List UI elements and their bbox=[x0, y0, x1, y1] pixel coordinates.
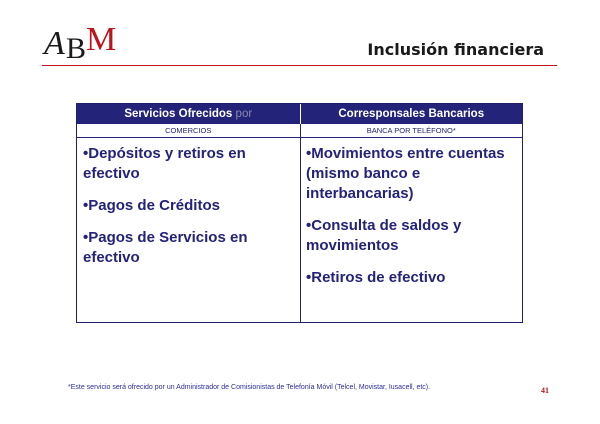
list-item: •Depósitos y retiros en efectivo bbox=[83, 145, 246, 182]
slide-title: Inclusión financiera bbox=[367, 40, 544, 59]
list-item: •Pagos de Créditos bbox=[83, 197, 220, 214]
comercios-services-list bbox=[83, 144, 301, 280]
list-item: •Consulta de saldos y movimientos bbox=[306, 217, 462, 254]
svg-text:M: M bbox=[86, 21, 117, 58]
title-divider bbox=[42, 65, 557, 66]
subheader-banca-telefono: BANCA POR TELÉFONO* bbox=[300, 124, 523, 138]
header-services-offered bbox=[77, 104, 300, 124]
footnote: *Este servicio será ofrecido por un Administrador de Comisionistas de Telefonía Móvil (Telcel, Movistar, Iusacell, etc). bbox=[68, 384, 431, 391]
subheader-comercios: COMERCIOS bbox=[77, 124, 300, 138]
abm-logo bbox=[42, 18, 124, 64]
list-item: •Pagos de Servicios en efectivo bbox=[83, 229, 248, 266]
list-item: •Retiros de efectivo bbox=[306, 269, 446, 286]
header-services-offered-faded: por bbox=[235, 108, 253, 120]
banca-telefono-services-list bbox=[306, 144, 518, 300]
header-services-offered-label: Servicios Ofrecidos bbox=[124, 108, 233, 120]
list-item: •Movimientos entre cuentas (mismo banco e interbancarias) bbox=[306, 145, 505, 202]
header-banking-agents: Corresponsales Bancarios bbox=[300, 104, 523, 124]
services-table bbox=[76, 103, 523, 323]
svg-text:B: B bbox=[66, 32, 87, 64]
svg-text:A: A bbox=[44, 25, 65, 62]
page-number: 41 bbox=[541, 386, 549, 395]
